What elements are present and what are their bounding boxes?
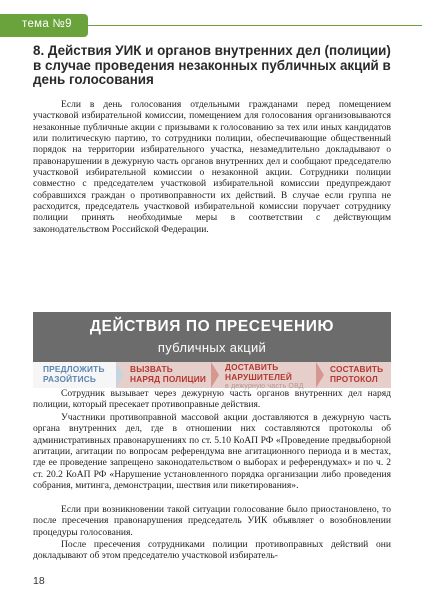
banner-title: ДЕЙСТВИЯ ПО ПРЕСЕЧЕНИЮ	[89, 318, 335, 335]
flow-step-deliver-offenders	[211, 362, 316, 388]
flow-step-1-line2: РАЗОЙТИСЬ	[43, 373, 97, 384]
flow-step-draw-protocol	[316, 362, 391, 388]
flow-step-call-police	[116, 362, 211, 388]
flow-arrow-icon	[211, 362, 219, 388]
flow-step-2-line2: НАРЯД ПОЛИЦИИ	[130, 373, 207, 384]
flow-arrow-icon	[116, 362, 124, 388]
flow-step-2-line1: ВЫЗВАТЬ	[130, 364, 173, 374]
flow-step-3-line2: НАРУШИТЕЛЕЙ	[225, 371, 292, 382]
flow-arrow-icon	[316, 362, 324, 388]
flow-step-4-line2: ПРОТОКОЛ	[330, 373, 378, 384]
chapter-tab-label: тема №9	[22, 18, 72, 30]
action-flow	[33, 362, 391, 388]
flow-step-disperse	[33, 362, 116, 388]
chapter-divider	[88, 25, 422, 26]
flow-step-3-line1: ДОСТАВИТЬ	[225, 362, 279, 372]
paragraph-4: Если при возникновении такой ситуации голосование было приостановлено, то после пресечения правонарушения председатель УИК объявляет о возобновлении процедуры голосования.	[33, 504, 391, 538]
paragraph-3: Участники противоправной массовой акции доставляются в дежурную часть органа внутренних дел, где в отношении них составляются протоколы об административных правонарушениях по ст. 5.10 КоАП РФ «Проведение предвыборной агитации, агитации по вопросам референдума вне агитационного периода и в местах, где ее проведение запрещено законодательством о выборах и референдумах» и по ч. 2 ст. 20.2 КоАП РФ «Нарушение установленного порядка организации либо проведения собрания, митинга, демонстрации, шествия или пикетирования».	[33, 412, 391, 492]
chapter-tab	[0, 14, 88, 37]
actions-banner	[33, 312, 391, 362]
paragraph-2: Сотрудник вызывает через дежурную часть органов внутренних дел наряд полиции, который пресекает противоправные действия.	[33, 388, 391, 411]
flow-step-4-line1: СОСТАВИТЬ	[330, 364, 384, 374]
paragraph-1: Если в день голосования отдельными гражданами перед помещением участковой избирательной комиссии, помещением для голосования организовываются незаконные публичные акции с призывами к голосованию за тех или иных кандидатов или политическую партию, то сотрудники полиции, обеспечивающие общественный порядок на территории избирательного участка, незамедлительно докладывают о правонарушении в дежурную часть органов внутренних дел и сообщают председателю участковой избирательной комиссии о незаконной акции. Сотрудники полиции совместно с председателем участковой избирательной комиссии предупреждают собравшихся граждан о противоправности их действий. В случае если группа не расходится, председатель участковой избирательной комиссии поручает сотруднику полиции принять необходимые меры в соответствии с действующим законодательством Российской Федерации.	[33, 99, 391, 235]
flow-step-1-line1: ПРЕДЛОЖИТЬ	[43, 364, 105, 374]
banner-subtitle: публичных акций	[157, 340, 267, 355]
flow-step-3-note: в дежурную часть ОВД	[225, 383, 304, 390]
page-number: 18	[33, 575, 45, 587]
section-heading: 8. Действия УИК и органов внутренних дел (полиции) в случае проведения незаконных публичных акций в день голосования	[33, 43, 391, 87]
paragraph-5: После пресечения сотрудниками полиции противоправных действий они докладывают об этом председателю участковой избиратель-	[33, 539, 391, 562]
